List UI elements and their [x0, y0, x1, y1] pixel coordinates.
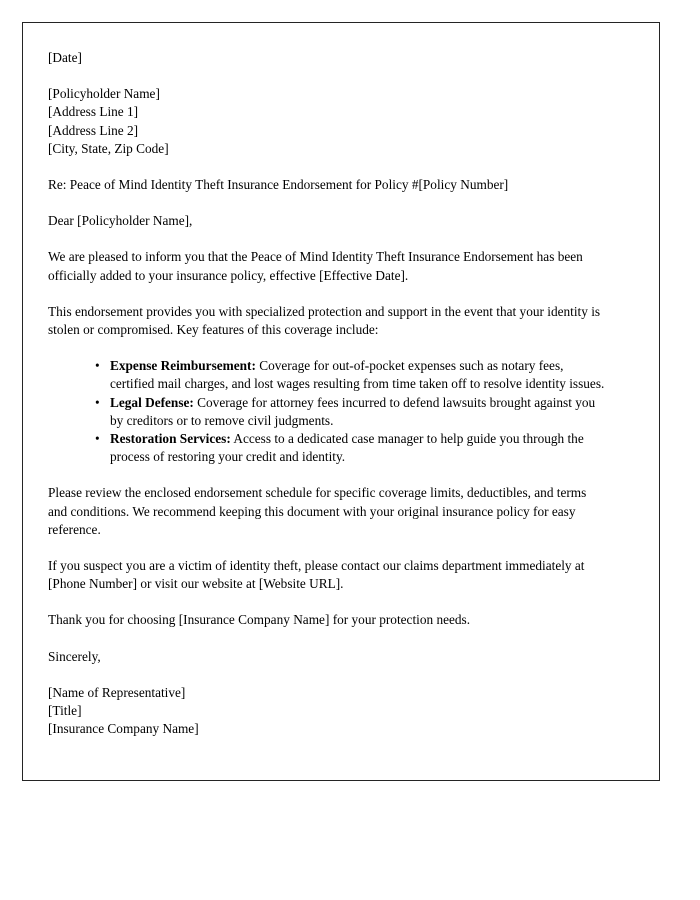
signature-title: [Title] [48, 703, 82, 719]
list-item [95, 394, 605, 430]
signoff: Sincerely, [48, 648, 101, 664]
feature-description: Coverage for out-of-pocket expenses such as notary fees, certified mail charges, and lost wages resulting from time taken off to resolve identity issues. [110, 358, 605, 392]
document-page [22, 22, 660, 781]
list-item [95, 430, 605, 466]
list-item [95, 357, 605, 393]
date-line: [Date] [48, 50, 82, 65]
salutation: Dear [Policyholder Name], [48, 213, 193, 229]
paragraph-coverage-intro: This endorsement provides you with specialized protection and support in the event that your identity is stolen or compromised. Key features of this coverage include: [48, 303, 601, 338]
paragraph-intro: We are pleased to inform you that the Peace of Mind Identity Theft Insurance Endorsement has been officially added to your insurance policy, effective [Effective Date]. [48, 249, 583, 283]
signature-company-name: [Insurance Company Name] [48, 721, 199, 737]
recipient-address-block [48, 85, 605, 158]
paragraph-review-schedule: Please review the enclosed endorsement schedule for specific coverage limits, deductibles, and terms and conditions. We recommend keeping this document with your original insurance policy for easy reference. [48, 485, 587, 537]
signature-block [48, 684, 605, 739]
letter-body [23, 23, 659, 758]
feature-description: Access to a dedicated case manager to help guide you through the process of restoring your credit and identity. [110, 431, 584, 465]
feature-title: Restoration Services: [110, 431, 231, 447]
feature-title: Expense Reimbursement: [110, 358, 256, 374]
address-line-2: [Address Line 2] [48, 122, 139, 138]
address-line-1: [Address Line 1] [48, 104, 139, 120]
address-line-city-state-zip: [City, State, Zip Code] [48, 140, 169, 156]
feature-title: Legal Defense: [110, 394, 194, 410]
features-list [48, 357, 605, 466]
paragraph-claims-contact: If you suspect you are a victim of identity theft, please contact our claims department immediately at [Phone Number] or visit our website at [Website URL]. [48, 558, 585, 592]
paragraph-thank-you: Thank you for choosing [Insurance Company Name] for your protection needs. [48, 612, 471, 628]
feature-description: Coverage for attorney fees incurred to defend lawsuits brought against you by creditors or to remove civil judgments. [110, 394, 596, 428]
address-line-policyholder-name: [Policyholder Name] [48, 86, 160, 102]
signature-representative-name: [Name of Representative] [48, 684, 186, 700]
subject-line: Re: Peace of Mind Identity Theft Insurance Endorsement for Policy #[Policy Number] [48, 177, 509, 193]
